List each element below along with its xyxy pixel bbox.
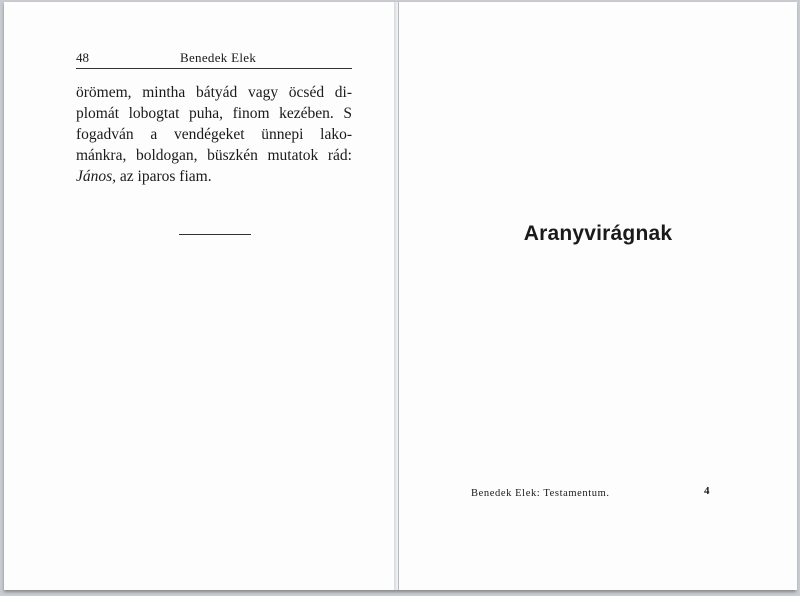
text-line: örömem, mintha bátyád vagy öcséd di- — [76, 84, 352, 101]
right-page — [398, 2, 797, 590]
italic-name: János, — [76, 168, 117, 185]
text-line: fogadván a vendégeket ünnepi lako- — [76, 126, 352, 143]
section-divider — [179, 234, 251, 235]
text-line: mánkra, boldogan, büszkén mutatok rád: — [76, 147, 352, 164]
dedication-title: Aranyvirágnak — [523, 222, 673, 245]
page-number: 48 — [76, 50, 89, 65]
body-text — [76, 82, 352, 187]
text-line: plomát lobogtat puha, finom kezében. S — [76, 105, 352, 122]
running-title: Benedek Elek — [180, 50, 257, 65]
text-line-rest: az iparos fiam. — [116, 168, 212, 185]
running-head — [76, 48, 352, 69]
left-page — [4, 2, 397, 590]
printer-signature: Benedek Elek: Testamentum. — [471, 488, 610, 499]
text-line — [76, 166, 352, 187]
signature-number: 4 — [704, 485, 710, 497]
book-spread — [4, 2, 796, 590]
